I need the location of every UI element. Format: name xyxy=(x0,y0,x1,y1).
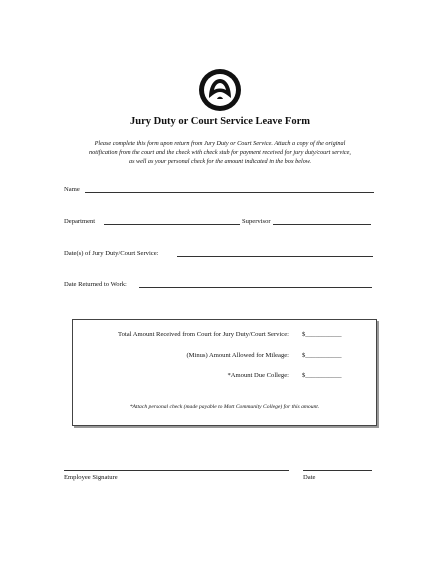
employee-signature-field[interactable] xyxy=(64,470,289,471)
name-label: Name xyxy=(64,186,80,193)
mileage-field[interactable]: $___________ xyxy=(302,352,342,359)
supervisor-label: Supervisor xyxy=(242,218,271,225)
instruction-line: notification from the court and the check with check stub for payment received for jury duty/court service, xyxy=(89,149,351,156)
attach-check-note: *Attach personal check (made payable to Mott Community College) for this amount. xyxy=(129,404,320,410)
college-logo-icon xyxy=(198,68,242,112)
service-dates-field[interactable] xyxy=(177,256,373,257)
total-received-label: Total Amount Received from Court for Jury Duty/Court Service: xyxy=(118,331,289,338)
service-dates-label: Date(s) of Jury Duty/Court Service: xyxy=(64,250,159,257)
employee-signature-label: Employee Signature xyxy=(64,474,118,481)
amount-due-label: *Amount Due College: xyxy=(227,372,289,379)
date-returned-label: Date Returned to Work: xyxy=(64,281,127,288)
amount-box xyxy=(72,319,377,426)
instruction-line: as well as your personal check for the amount indicated in the box below. xyxy=(128,158,312,165)
mileage-label: (Minus) Amount Allowed for Mileage: xyxy=(186,352,289,359)
signature-date-field[interactable] xyxy=(303,470,372,471)
name-field[interactable] xyxy=(85,192,374,193)
signature-date-label: Date xyxy=(303,474,316,481)
department-label: Department xyxy=(64,218,96,225)
department-field[interactable] xyxy=(104,224,240,225)
instruction-line: Please complete this form upon return from Jury Duty or Court Service. Attach a copy of the original xyxy=(94,140,346,147)
form-instructions xyxy=(66,139,374,166)
date-returned-field[interactable] xyxy=(139,287,372,288)
supervisor-field[interactable] xyxy=(273,224,371,225)
form-title: Jury Duty or Court Service Leave Form xyxy=(129,116,310,127)
amount-due-field[interactable]: $___________ xyxy=(302,372,342,379)
total-received-field[interactable]: $___________ xyxy=(302,331,342,338)
